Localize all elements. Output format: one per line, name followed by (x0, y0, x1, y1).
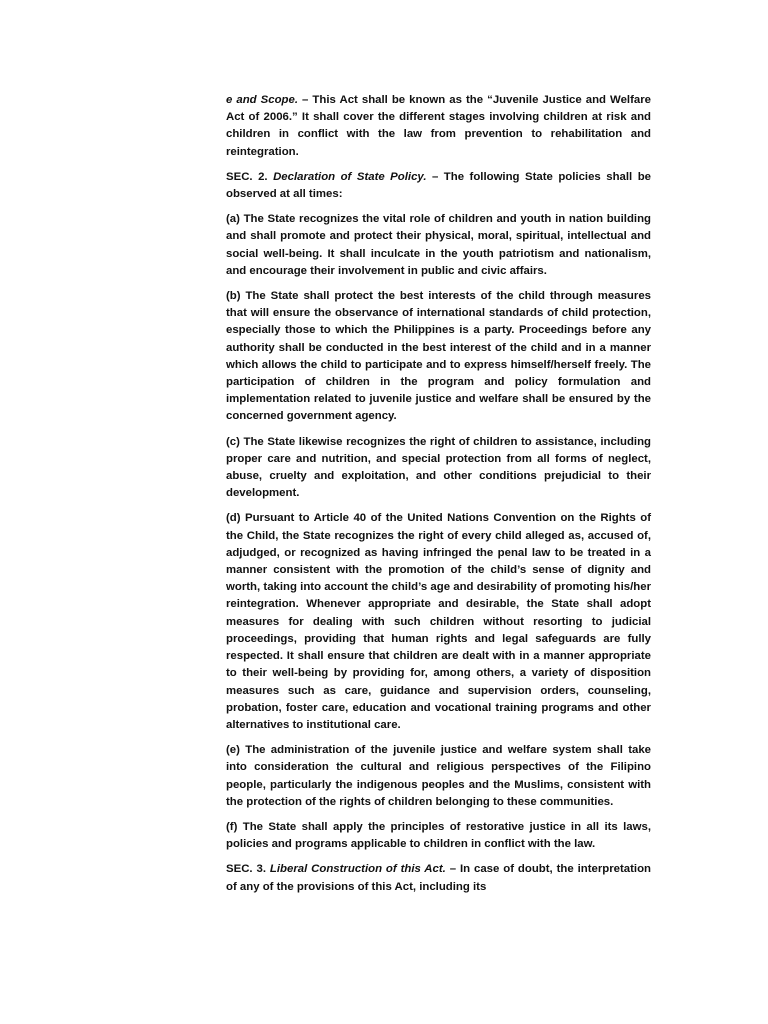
section-label: SEC. 3. (226, 863, 266, 876)
act-name: “Juvenile Justice and Welfare Act of 2006.” (226, 94, 651, 124)
paragraph-policy-f: (f) The State shall apply the principles of restorative justice in all its laws, policies and programs applicable to children in conflict with the law. (226, 820, 651, 851)
paragraph-text: – In case of doubt, the interpretation of any of the provisions of this Act, including its (226, 863, 651, 893)
section-title: Liberal Construction of this Act. (269, 863, 446, 876)
paragraph-policy-a: (a) The State recognizes the vital role of children and youth in nation building and shall promote and protect their physical, moral, spiritual, intellectual and social well-being. It shall inculcate in the youth patriotism and nationalism, and encourage their involvement in public and civic affairs. (226, 213, 651, 277)
paragraph-policy-c: (c) The State likewise recognizes the right of children to assistance, including proper care and nutrition, and special protection from all forms of neglect, abuse, cruelty and exploitation, and other conditions prejudicial to their development. (226, 435, 651, 500)
paragraph-sec-3 (226, 861, 651, 895)
paragraph-text: – This Act shall be known as the (298, 94, 488, 106)
paragraph-policy-e: (e) The administration of the juvenile justice and welfare system shall take into consideration the cultural and religious perspectives of the Filipino people, particularly the indigenous peoples and the Muslims, consistent with the protection of the rights of children belonging to these communities. (226, 744, 651, 808)
paragraph-policy-d: (d) Pursuant to Article 40 of the United Nations Convention on the Rights of the Child, the State recognizes the right of every child alleged as, accused of, adjudged, or recognized as having infringed the penal law to be treated in a manner consistent with the promotion of the child’s sense of dignity and worth, taking into account the child’s age and desirability of promoting his/her reintegration. Whenever appropriate and desirable, the State shall adopt measures for dealing with such children without resorting to judicial proceedings, providing that human rights and legal safeguards are fully respected. It shall ensure that children are dealt with in a manner appropriate to their well-being by providing for, among others, a variety of disposition measures such as care, guidance and supervision orders, counseling, probation, foster care, education and vocational training programs and other alternatives to institutional care. (226, 512, 651, 731)
section-title: Declaration of State Policy. (273, 170, 427, 183)
section-title-fragment: e and Scope. (226, 94, 299, 106)
paragraph-title-and-scope (226, 92, 651, 161)
paragraph-text: It shall cover the different stages involving children at risk and children in conflict with the law from prevention to rehabilitation and reintegration. (226, 111, 651, 158)
section-label: SEC. 2. (226, 170, 268, 183)
paragraph-sec-2 (226, 169, 651, 203)
paragraph-policy-b: (b) The State shall protect the best interests of the child through measures that will ensure the observance of international standards of child protection, especially those to which the Philippines is a party. Proceedings before any authority shall be conducted in the best interest of the child and in a manner which allows the child to participate and to express himself/herself freely. The participation of children in the program and policy formulation and implementation related to juvenile justice and welfare shall be ensured by the concerned government agency. (226, 290, 651, 423)
paragraph-text: – The following State policies shall be observed at all times: (226, 170, 651, 201)
document-body (226, 92, 651, 904)
